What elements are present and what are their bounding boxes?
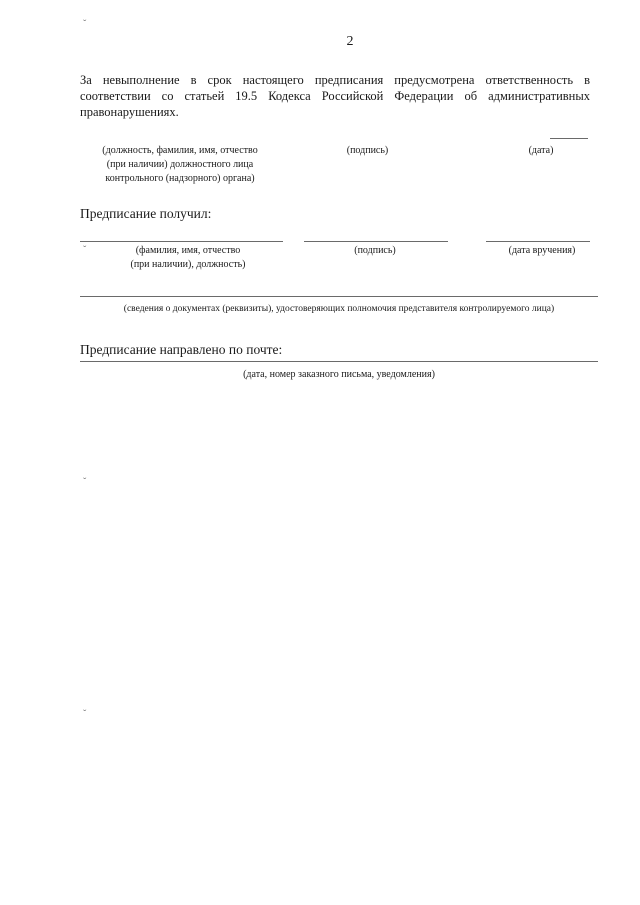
scan-mark: ˇ [83, 709, 87, 720]
liability-paragraph: За невыполнение в срок настоящего предписания предусмотрена ответственность в соответствии со статьей 19.5 Кодекса Российской Федерации об административных правонарушениях. [80, 73, 590, 119]
received-signature-line [304, 241, 448, 242]
official-position-caption-line2: (при наличии) должностного лица [106, 159, 254, 170]
received-heading: Предписание получил: [80, 206, 212, 221]
official-position-caption-line1: (должность, фамилия, имя, отчество [102, 145, 258, 156]
scan-mark: ˇ [83, 477, 87, 488]
received-name-caption-line1: (фамилия, имя, отчество [135, 245, 241, 256]
date-line [550, 138, 588, 139]
official-position-caption [80, 144, 280, 186]
received-name-caption [98, 244, 278, 272]
page-number: 2 [346, 34, 354, 49]
mailed-caption: (дата, номер заказного письма, уведомления) [243, 369, 435, 380]
scan-mark: ˇ [83, 245, 87, 256]
mailed-heading: Предписание направлено по почте: [80, 342, 283, 357]
documents-line [80, 296, 598, 297]
official-signature-caption: (подпись) [346, 145, 389, 156]
mailed-line [80, 361, 598, 362]
received-date-caption: (дата вручения) [508, 245, 576, 256]
documents-caption: (сведения о документах (реквизиты), удостоверяющих полномочия представителя контролируемого лица) [123, 304, 555, 314]
received-date-line [486, 241, 590, 242]
official-position-caption-line3: контрольного (надзорного) органа) [105, 173, 255, 184]
official-date-caption: (дата) [528, 145, 554, 156]
received-name-line [80, 241, 283, 242]
received-name-caption-line2: (при наличии), должность) [130, 259, 246, 270]
scan-mark: ˇ [83, 19, 87, 30]
received-signature-caption: (подпись) [354, 245, 396, 256]
